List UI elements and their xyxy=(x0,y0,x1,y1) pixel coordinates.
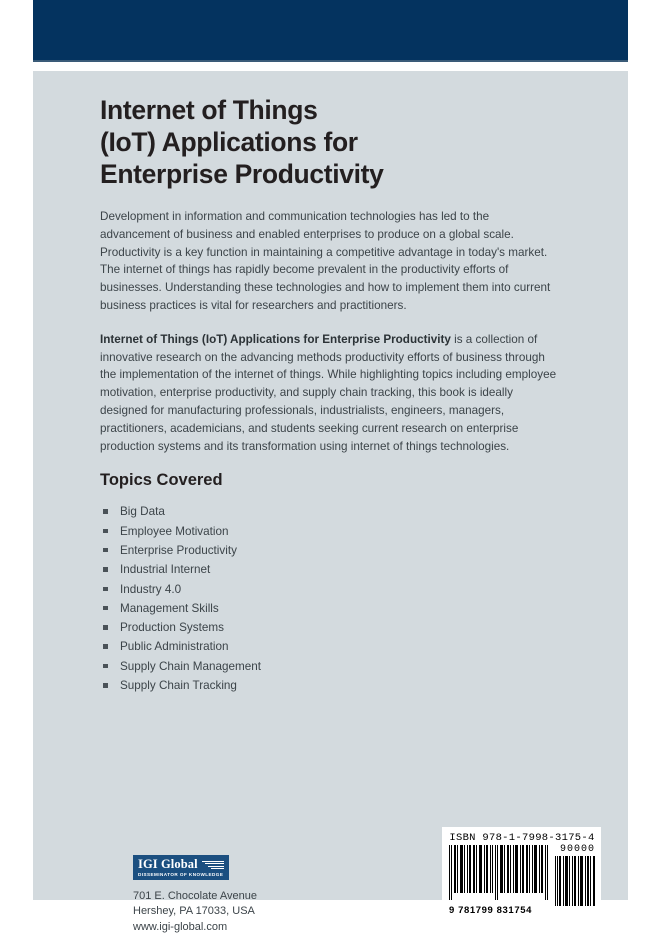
topic-label: Supply Chain Tracking xyxy=(120,679,237,693)
publisher-footer xyxy=(133,855,363,935)
topics-covered-heading: Topics Covered xyxy=(100,471,223,490)
title-line-2: (IoT) Applications for xyxy=(100,127,358,157)
square-bullet-icon xyxy=(103,509,108,514)
isbn-barcode-block xyxy=(442,827,601,923)
list-item xyxy=(100,522,562,541)
list-item xyxy=(100,618,562,637)
topics-covered-list xyxy=(100,502,562,695)
igi-global-logo xyxy=(133,855,229,880)
title-line-3: Enterprise Productivity xyxy=(100,159,384,189)
description-paragraph-second-rest: is a collection of innovative research on the advancing methods productivity efforts of business through the implementation of the internet of things. While highlighting topics including employee motivation, enterprise productivity, and supply chain tracking, this book is ideally designed for manufacturing professionals, industrialists, engineers, managers, practitioners, academicians, and students seeking current research on enterprise production systems and its transformation using internet of things technologies. xyxy=(100,332,557,453)
cover-page-body xyxy=(33,71,628,933)
top-navy-band xyxy=(33,0,628,62)
topic-label: Production Systems xyxy=(120,621,224,635)
topic-label: Supply Chain Management xyxy=(120,659,261,673)
title-line-1: Internet of Things xyxy=(100,95,318,125)
ean13-bars-icon xyxy=(449,845,549,906)
square-bullet-icon xyxy=(103,644,108,649)
square-bullet-icon xyxy=(103,664,108,669)
topic-label: Enterprise Productivity xyxy=(120,543,237,557)
square-bullet-icon xyxy=(103,625,108,630)
book-title-inline-bold: Internet of Things (IoT) Applications for Enterprise Productivity xyxy=(100,332,451,346)
list-item xyxy=(100,580,562,599)
igi-logo-tagline: DISSEMINATOR OF KNOWLEDGE xyxy=(138,872,224,877)
list-item xyxy=(100,502,562,521)
square-bullet-icon xyxy=(103,606,108,611)
list-item xyxy=(100,599,562,618)
description-paragraph-second xyxy=(100,331,562,456)
ean5-addon-bars-icon xyxy=(555,856,595,906)
list-item xyxy=(100,676,562,695)
cover-content xyxy=(100,94,562,695)
topic-label: Management Skills xyxy=(120,601,219,615)
description-paragraph-first: Development in information and communication technologies has led to the advancement of business and enabled enterprises to produce on a global scale. Productivity is a key function in maintaining a competitive advantage in today's market. The internet of things has rapidly become prevalent in the productivity efforts of businesses. Understanding these technologies and how to implement them into current business practices is vital for researchers and practitioners. xyxy=(100,210,551,312)
list-item xyxy=(100,541,562,560)
barcode-addon-digits: 90000 xyxy=(559,844,595,855)
list-item xyxy=(100,637,562,656)
topic-label: Employee Motivation xyxy=(120,524,229,538)
topic-label: Industry 4.0 xyxy=(120,582,182,596)
topic-label: Industrial Internet xyxy=(120,563,211,577)
page-title xyxy=(100,94,562,190)
square-bullet-icon xyxy=(103,683,108,688)
list-item xyxy=(100,560,562,579)
topic-label: Public Administration xyxy=(120,640,229,654)
isbn-label: ISBN 978-1-7998-3175-4 xyxy=(449,832,595,844)
square-bullet-icon xyxy=(103,529,108,534)
square-bullet-icon xyxy=(103,587,108,592)
publisher-address-line-1: 701 E. Chocolate Avenue xyxy=(133,889,257,902)
barcode-row xyxy=(449,844,595,916)
square-bullet-icon xyxy=(103,548,108,553)
igi-logo-row xyxy=(138,858,224,871)
publisher-website[interactable]: www.igi-global.com xyxy=(133,920,228,933)
barcode-addon-group xyxy=(555,845,595,906)
list-item xyxy=(100,657,562,676)
ean13-human-readable-digits: 9 781799 831754 xyxy=(449,905,532,916)
publisher-address-line-2: Hershey, PA 17033, USA xyxy=(133,905,255,918)
topic-label: Big Data xyxy=(120,505,165,519)
square-bullet-icon xyxy=(103,567,108,572)
igi-logo-wordmark: IGI Global xyxy=(138,857,198,871)
igi-lines-icon xyxy=(202,860,224,870)
ean13-barcode xyxy=(449,845,549,916)
